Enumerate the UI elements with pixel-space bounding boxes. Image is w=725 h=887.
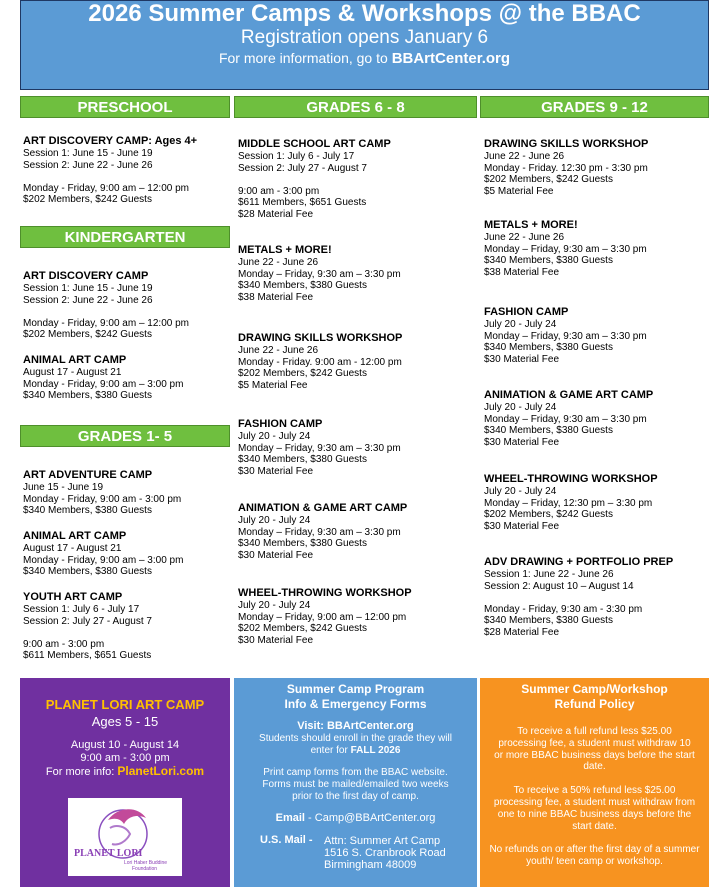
camp-block-wheel-6-8 (238, 587, 448, 646)
camp-line: August 17 - August 21 (23, 367, 122, 378)
camp-line: 9:00 am - 3:00 pm (238, 185, 320, 197)
planet-lori-details (20, 739, 230, 779)
camp-line: Monday - Friday, 9:00 am - 3:00 pm (23, 493, 182, 505)
refund-title-line1: Summer Camp/Workshop (521, 682, 668, 696)
section-grades-1-5: GRADES 1- 5 (20, 425, 230, 447)
camp-title: ART DISCOVERY CAMP: Ages 4+ (23, 135, 198, 147)
logo-sub2: Foundation (132, 866, 158, 872)
camp-line: Session 2: July 27 - August 7 (23, 615, 152, 627)
camp-line: Session 1: June 22 - June 26 (484, 569, 614, 580)
camp-block-wheel-9-12 (484, 473, 694, 532)
planet-lori-info-prefix: For more info: (45, 766, 115, 778)
camp-line: $202 Members, $242 Guests (238, 623, 367, 635)
camp-line: $30 Material Fee (484, 436, 560, 448)
camp-title: ANIMATION & GAME ART CAMP (238, 502, 408, 514)
camp-line: Session 2: July 27 - August 7 (238, 162, 367, 174)
camp-block-adv-drawing (484, 556, 694, 639)
planet-lori-ages: Ages 5 - 15 (91, 714, 159, 729)
camp-line: $28 Material Fee (238, 208, 314, 220)
camp-line: $30 Material Fee (484, 520, 560, 532)
camp-line: Monday – Friday, 9:30 am – 3:30 pm (484, 413, 647, 425)
program-visit (234, 721, 477, 756)
camp-title: FASHION CAMP (238, 418, 323, 430)
camp-line: Monday – Friday, 9:30 am – 3:30 pm (238, 268, 401, 280)
camp-line: $340 Members, $380 Guests (23, 566, 152, 578)
camp-line: Monday - Friday, 9:00 am – 12:00 pm (23, 182, 190, 194)
camp-block-kinder-discovery (23, 270, 233, 341)
info-prefix: For more information, go to (218, 50, 388, 66)
planet-lori-info (20, 765, 230, 779)
camp-block-kinder-animal (23, 354, 233, 402)
program-info-title-line1: Summer Camp Program (286, 682, 425, 696)
camp-line: $340 Members, $380 Guests (238, 538, 367, 550)
program-visit-link[interactable]: Visit: BBArtCenter.org (297, 720, 414, 732)
camp-line: July 20 - July 24 (484, 486, 557, 497)
logo-sub1: Lori Haber Buddine (124, 860, 168, 866)
camp-line: $30 Material Fee (238, 634, 314, 646)
camp-block-youth-art (23, 591, 233, 662)
email-label: Email (275, 811, 305, 824)
camp-line: $340 Members, $380 Guests (484, 425, 613, 437)
camp-line: Session 2: June 22 - June 26 (23, 159, 153, 171)
camp-block-middle-school (238, 138, 448, 221)
camp-title: MIDDLE SCHOOL ART CAMP (238, 138, 391, 150)
camp-block-art-adventure (23, 469, 233, 517)
camp-line: $38 Material Fee (238, 291, 314, 303)
camp-title: ART ADVENTURE CAMP (23, 469, 153, 481)
camp-line: $611 Members, $651 Guests (23, 650, 152, 662)
camp-line: July 20 - July 24 (238, 431, 311, 442)
camp-title: ANIMAL ART CAMP (23, 354, 127, 366)
program-info-panel (234, 678, 477, 887)
camp-title: FASHION CAMP (484, 306, 569, 318)
refund-para-2: To receive a 50% refund less $25.00 processing fee, a student must withdraw from one to nine BBAC business days before the start date. (493, 785, 696, 832)
camp-line: $30 Material Fee (484, 353, 560, 365)
planet-lori-logo (68, 798, 182, 876)
camp-line: Monday - Friday. 9:00 am - 12:00 pm (238, 356, 402, 368)
camp-line: Monday - Friday, 9:00 am – 3:00 pm (23, 378, 184, 390)
program-mail (234, 835, 477, 875)
camp-line: Monday – Friday, 9:30 am – 3:30 pm (238, 526, 401, 538)
camp-title: METALS + MORE! (484, 219, 578, 231)
camp-line: Monday – Friday, 9:30 am – 3:30 pm (484, 243, 647, 255)
camp-line: Session 1: June 15 - June 19 (23, 148, 153, 159)
camp-block-animation-9-12 (484, 389, 694, 448)
camp-line: $202 Members, $242 Guests (238, 368, 367, 380)
section-preschool: PRESCHOOL (20, 96, 230, 118)
camp-line: July 20 - July 24 (484, 319, 557, 330)
camp-line: Monday – Friday, 12:30 pm – 3:30 pm (484, 497, 653, 509)
planet-lori-logo-art (68, 798, 182, 876)
camp-line: Session 2: August 10 – August 14 (484, 580, 634, 592)
mail-line: 1516 S. Cranbrook Road (324, 846, 446, 859)
program-enroll (234, 733, 477, 757)
registration-notice: Registration opens January 6 (240, 27, 489, 48)
section-kindergarten: KINDERGARTEN (20, 226, 230, 248)
camp-line: June 22 - June 26 (484, 151, 565, 162)
program-info-title-line2: Info & Emergency Forms (284, 697, 427, 711)
camp-line: Monday – Friday, 9:30 am – 3:30 pm (238, 442, 401, 454)
camp-line: July 20 - July 24 (484, 402, 557, 413)
camp-title: ANIMATION & GAME ART CAMP (484, 389, 654, 401)
camp-line: Session 1: July 6 - July 17 (238, 151, 355, 162)
refund-title (480, 682, 709, 712)
camp-block-fashion-9-12 (484, 306, 694, 365)
camp-line: $202 Members, $242 Guests (484, 509, 613, 521)
planet-lori-link[interactable]: PlanetLori.com (117, 764, 205, 778)
mail-address (324, 835, 446, 871)
refund-para-3: No refunds on or after the first day of a summer youth/ teen camp or workshop. (489, 844, 700, 868)
camp-line: June 22 - June 26 (238, 345, 319, 356)
camp-block-animation-6-8 (238, 502, 448, 561)
camp-line: Session 2: June 22 - June 26 (23, 294, 153, 306)
program-email: Email - Camp@BBArtCenter.org (275, 811, 436, 824)
camp-line: Session 1: June 15 - June 19 (23, 283, 153, 294)
email-value[interactable]: Camp@BBArtCenter.org (314, 811, 436, 824)
camp-line: $340 Members, $380 Guests (484, 342, 613, 354)
camp-line: June 22 - June 26 (238, 257, 319, 268)
program-forms: Print camp forms from the BBAC website. Forms must be mailed/emailed two weeks prior to the first day of camp. (262, 767, 449, 802)
camp-block-animal-art (23, 530, 233, 578)
camp-line: $340 Members, $380 Guests (238, 280, 367, 292)
refund-title-line2: Refund Policy (554, 697, 635, 711)
camp-line: $38 Material Fee (484, 266, 560, 278)
program-info-title (234, 682, 477, 712)
camp-title: WHEEL-THROWING WORKSHOP (238, 587, 412, 599)
program-enroll-text: Students should enroll in the grade they will enter for (259, 732, 452, 756)
camp-block-preschool (23, 135, 233, 206)
camp-line: $340 Members, $380 Guests (23, 505, 152, 517)
camp-title: ADV DRAWING + PORTFOLIO PREP (484, 556, 674, 568)
section-grades-6-8: GRADES 6 - 8 (234, 96, 477, 118)
camp-line: $340 Members, $380 Guests (484, 255, 613, 267)
planet-lori-time: 9:00 am - 3:00 pm (80, 752, 170, 764)
camp-line: $611 Members, $651 Guests (238, 197, 367, 209)
mail-label: U.S. Mail - (260, 833, 313, 846)
camp-line: August 17 - August 21 (23, 543, 122, 554)
website-link[interactable]: BBArtCenter.org (391, 50, 511, 67)
camp-block-drawing-6-8 (238, 332, 448, 391)
camp-line: $202 Members, $242 Guests (484, 174, 613, 186)
camp-title: DRAWING SKILLS WORKSHOP (484, 138, 649, 150)
camp-line: Monday – Friday, 9:30 am – 3:30 pm (484, 330, 647, 342)
camp-line: June 15 - June 19 (23, 482, 104, 493)
camp-title: ANIMAL ART CAMP (23, 530, 127, 542)
page-title: 2026 Summer Camps & Workshops @ the BBAC (88, 0, 641, 27)
camp-line: $340 Members, $380 Guests (484, 615, 613, 627)
camp-line: $340 Members, $380 Guests (23, 390, 152, 402)
refund-para-1: To receive a full refund less $25.00 processing fee, a student must withdraw 10 or more BBAC business days before the start date. (494, 726, 695, 773)
info-line (21, 49, 708, 68)
camp-line: Monday - Friday, 9:00 am – 12:00 pm (23, 317, 190, 329)
logo-text: PLANET LORI (74, 848, 143, 859)
camp-line: $202 Members, $242 Guests (23, 194, 152, 206)
camp-line: Session 1: July 6 - July 17 (23, 604, 140, 615)
camp-block-drawing-9-12 (484, 138, 694, 197)
camp-title: ART DISCOVERY CAMP (23, 270, 149, 282)
mail-line: Birmingham 48009 (324, 858, 417, 871)
planet-lori-panel (20, 678, 230, 887)
camp-line: Monday – Friday, 9:00 am – 12:00 pm (238, 611, 407, 623)
camp-block-metals-9-12 (484, 219, 694, 278)
camp-line: $340 Members, $380 Guests (238, 454, 367, 466)
camp-line: $28 Material Fee (484, 626, 560, 638)
planet-lori-title: PLANET LORI ART CAMP (45, 697, 205, 712)
planet-lori-dates: August 10 - August 14 (70, 739, 180, 751)
refund-policy-panel (480, 678, 709, 887)
section-grades-9-12: GRADES 9 - 12 (480, 96, 709, 118)
camp-line: $5 Material Fee (238, 379, 308, 391)
camp-line: $202 Members, $242 Guests (23, 329, 152, 341)
camp-title: YOUTH ART CAMP (23, 591, 123, 603)
camp-line: $5 Material Fee (484, 185, 554, 197)
camp-line: Monday - Friday, 9:00 am – 3:00 pm (23, 554, 184, 566)
camp-line: $30 Material Fee (238, 465, 314, 477)
camp-line: June 22 - June 26 (484, 232, 565, 243)
camp-block-metals-6-8 (238, 244, 448, 303)
camp-line: July 20 - July 24 (238, 600, 311, 611)
program-enroll-bold: FALL 2026 (350, 744, 401, 756)
camp-line: Monday - Friday, 9:30 am - 3:30 pm (484, 603, 643, 615)
camp-title: METALS + MORE! (238, 244, 332, 256)
camp-line: 9:00 am - 3:00 pm (23, 638, 105, 650)
camp-title: WHEEL-THROWING WORKSHOP (484, 473, 658, 485)
header-banner (20, 0, 709, 90)
camp-line: July 20 - July 24 (238, 515, 311, 526)
camp-line: Monday - Friday. 12:30 pm - 3:30 pm (484, 162, 648, 174)
camp-line: $30 Material Fee (238, 549, 314, 561)
camp-title: DRAWING SKILLS WORKSHOP (238, 332, 403, 344)
mail-line: Attn: Summer Art Camp (324, 834, 441, 847)
camp-block-fashion-6-8 (238, 418, 448, 477)
